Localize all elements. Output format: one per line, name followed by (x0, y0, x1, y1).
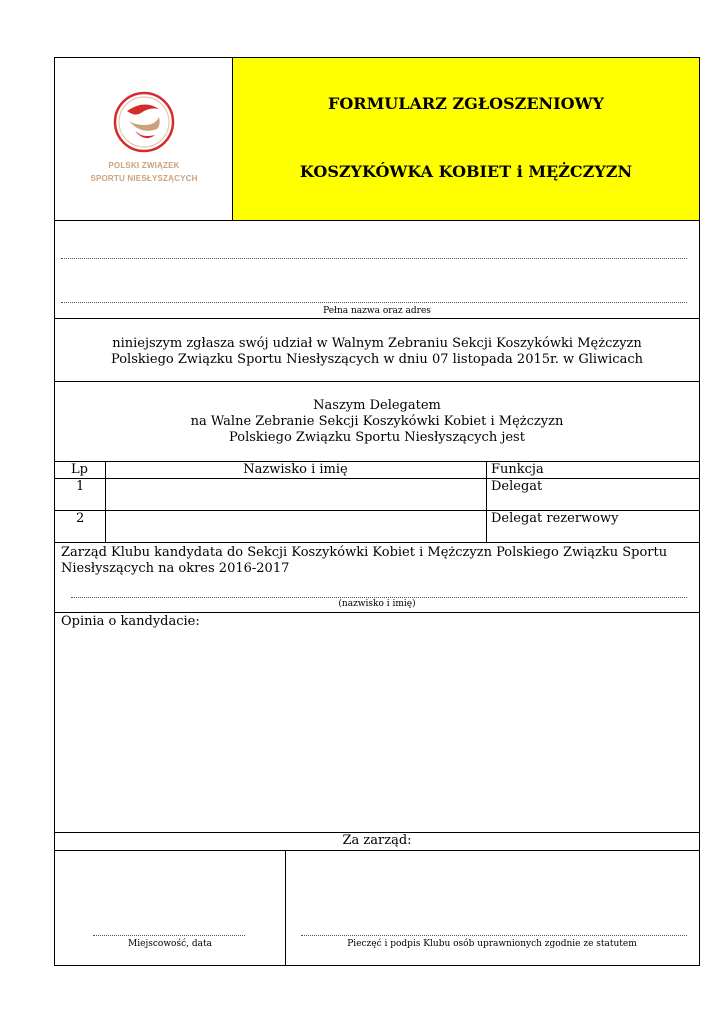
header-function: Funkcja (491, 462, 544, 477)
club-name-line-1[interactable] (61, 258, 687, 259)
opinion-field[interactable] (61, 633, 691, 828)
header-name: Nazwisko i imię (243, 462, 348, 477)
board-name-line[interactable] (71, 597, 687, 598)
opinion-label: Opinia o kandydacie: (61, 614, 200, 629)
row-name-field[interactable] (107, 479, 484, 509)
row-function: Delegat (491, 479, 543, 494)
board-line1: Zarząd Klubu kandydata do Sekcji Koszykówki Kobiet i Mężczyzn Polskiego Związku Sportu (61, 545, 668, 560)
place-date-line[interactable] (93, 935, 245, 936)
declaration-row (55, 319, 699, 382)
delegate-intro-row (55, 382, 699, 462)
delegate-table (55, 462, 699, 542)
delegate-intro-line2: na Walne Zebranie Sekcji Koszykówki Kobiet i Mężczyzn (190, 414, 564, 429)
delegate-intro-line1: Naszym Delegatem (313, 398, 441, 413)
place-date-caption: Miejscowość, data (128, 939, 212, 949)
declaration-line1: niniejszym zgłasza swój udział w Walnym Zebraniu Sekcji Koszykówki Mężczyzn (112, 336, 642, 351)
header-lp: Lp (71, 462, 88, 477)
board-name-caption: (nazwisko i imię) (338, 599, 416, 609)
form-title: FORMULARZ ZGŁOSZENIOWY (328, 94, 604, 113)
logo-text-line1: POLSKI ZWIĄZEK (108, 161, 180, 170)
board-row (55, 542, 699, 613)
logo-cell (55, 58, 233, 220)
signature-header-row (55, 833, 699, 851)
club-name-line-2[interactable] (61, 302, 687, 303)
club-name-caption: Pełna nazwa oraz adres (323, 306, 431, 316)
board-line2: Niesłyszących na okres 2016-2017 (61, 561, 290, 576)
delegate-intro-line3: Polskiego Związku Sportu Niesłyszących jest (229, 430, 525, 445)
opinion-row (55, 613, 699, 833)
row-function: Delegat rezerwowy (491, 511, 619, 526)
form-subtitle: KOSZYKÓWKA KOBIET i MĘŻCZYZN (299, 162, 633, 181)
row-name-field[interactable] (107, 511, 484, 541)
pzsn-logo-icon (113, 91, 175, 153)
logo-text-line2: SPORTU NIESŁYSZĄCYCH (90, 174, 198, 183)
signature-row (55, 851, 699, 965)
stamp-line[interactable] (301, 935, 687, 936)
row-lp: 1 (76, 479, 85, 494)
title-cell (233, 58, 699, 220)
application-form (54, 57, 700, 966)
row-lp: 2 (76, 511, 85, 526)
header-row (55, 58, 699, 221)
table-col-divider-2 (486, 462, 487, 542)
stamp-caption: Pieczęć i podpis Klubu osób uprawnionych zgodnie ze statutem (347, 939, 637, 949)
declaration-line2: Polskiego Związku Sportu Niesłyszących w dniu 07 listopada 2015r. w Gliwicach (111, 352, 643, 367)
club-name-row (55, 221, 699, 319)
signature-label: Za zarząd: (342, 833, 412, 848)
